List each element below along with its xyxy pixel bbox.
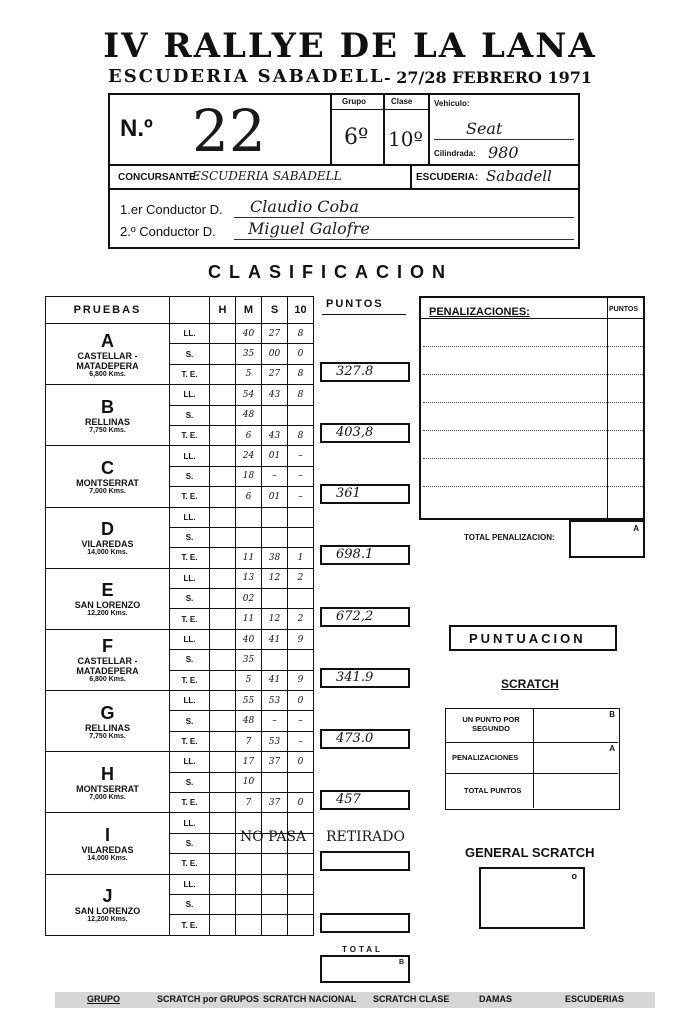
stage-points-box: 361	[320, 484, 410, 504]
stage-name: CASTELLAR - MATADEPERA	[76, 656, 139, 677]
stage-cell	[46, 446, 170, 507]
time-cell	[210, 772, 236, 792]
time-cell: 43	[262, 385, 288, 405]
time-cell	[210, 874, 236, 894]
document-title: IV RALLYE DE LA LANA	[103, 26, 597, 66]
time-cell	[236, 507, 262, 527]
stage-points-box: 327.8	[320, 362, 410, 382]
total-puntos-label: TOTAL PUNTOS	[464, 786, 522, 795]
time-cell: 9	[288, 629, 314, 649]
no-pasa-note: NO PASA	[240, 829, 307, 845]
time-cell: 6	[236, 425, 262, 445]
time-cell: 38	[262, 548, 288, 568]
stage-distance: 6,800 Kms.	[89, 370, 126, 378]
general-scratch-letter: o	[571, 871, 577, 881]
time-cell: 8	[288, 364, 314, 384]
stage-points-box: 672,2	[320, 607, 410, 627]
time-cell: 55	[236, 691, 262, 711]
stage-cell	[46, 752, 170, 813]
col-m: M	[236, 297, 262, 324]
footer-scratch-clase: SCRATCH CLASE	[373, 994, 450, 1004]
col-10: 10	[288, 297, 314, 324]
escuderia-label: ESCUDERIA:	[416, 172, 479, 183]
time-cell: 54	[236, 385, 262, 405]
stage-row	[46, 691, 314, 711]
time-cell	[262, 854, 288, 874]
stage-distance: 6,800 Kms.	[89, 676, 126, 684]
stage-cell	[46, 324, 170, 385]
time-cell	[288, 405, 314, 425]
stage-points-box: 473.0	[320, 729, 410, 749]
total-penalizacion-label: TOTAL PENALIZACION:	[464, 533, 555, 542]
time-cell	[210, 405, 236, 425]
footer-bar	[55, 992, 655, 1008]
grupo-value: 6º	[344, 125, 369, 150]
row-type-label: T. E.	[170, 609, 210, 629]
stage-letter: B	[101, 396, 114, 417]
row-type-label: LL.	[170, 568, 210, 588]
time-cell	[262, 405, 288, 425]
time-cell: 00	[262, 344, 288, 364]
row-type-label: S.	[170, 894, 210, 914]
time-cell	[288, 650, 314, 670]
time-cell: –	[288, 487, 314, 507]
time-cell	[210, 894, 236, 914]
time-cell: 1	[288, 548, 314, 568]
time-cell	[236, 915, 262, 935]
time-cell	[210, 527, 236, 547]
stage-row	[46, 568, 314, 588]
row-type-label: LL.	[170, 507, 210, 527]
row-type-label: S.	[170, 833, 210, 853]
row-type-label: T. E.	[170, 854, 210, 874]
time-cell	[210, 731, 236, 751]
stage-cell	[46, 568, 170, 629]
time-cell: 11	[236, 548, 262, 568]
stage-distance: 7,000 Kms.	[89, 487, 126, 495]
time-cell	[262, 527, 288, 547]
driver1-value: Claudio Coba	[250, 197, 359, 216]
time-cell: 37	[262, 752, 288, 772]
stage-cell	[46, 385, 170, 446]
scratch-box	[445, 708, 620, 810]
stage-name: MONTSERRAT	[76, 783, 139, 794]
row-type-label: T. E.	[170, 487, 210, 507]
stage-points-box	[320, 913, 410, 933]
escuderia-value: Sabadell	[486, 167, 552, 185]
puntuacion-title: PUNTUACION	[469, 631, 586, 646]
row-type-label: S.	[170, 527, 210, 547]
time-cell: 02	[236, 589, 262, 609]
col-puntos: PUNTOS	[326, 298, 384, 310]
time-cell	[210, 344, 236, 364]
stage-distance: 12,200 Kms.	[87, 916, 128, 924]
stage-letter: G	[100, 702, 115, 723]
time-cell: 17	[236, 752, 262, 772]
stage-distance: 7,750 Kms.	[89, 732, 126, 740]
time-cell	[210, 589, 236, 609]
time-cell: –	[288, 711, 314, 731]
time-cell: 6	[236, 487, 262, 507]
stage-letter: F	[102, 636, 113, 657]
time-cell: 48	[236, 711, 262, 731]
time-cell	[210, 670, 236, 690]
row-type-label: T. E.	[170, 731, 210, 751]
col-pruebas: PRUEBAS	[46, 297, 170, 324]
stage-distance: 14,000 Kms.	[87, 549, 128, 557]
stage-name: VILAREDAS	[81, 539, 134, 550]
time-cell	[262, 874, 288, 894]
time-cell	[288, 772, 314, 792]
footer-damas: DAMAS	[479, 994, 512, 1004]
row-type-label: T. E.	[170, 364, 210, 384]
row-type-label: LL.	[170, 813, 210, 833]
row-type-label: T. E.	[170, 792, 210, 812]
time-cell: 8	[288, 385, 314, 405]
time-cell	[288, 915, 314, 935]
grupo-label: Grupo	[342, 97, 366, 106]
stage-row	[46, 874, 314, 894]
time-cell	[210, 507, 236, 527]
time-cell: 18	[236, 466, 262, 486]
time-cell: 01	[262, 446, 288, 466]
time-cell: 40	[236, 629, 262, 649]
stage-row	[46, 629, 314, 649]
time-cell: –	[288, 731, 314, 751]
time-cell: 13	[236, 568, 262, 588]
time-cell: 37	[262, 792, 288, 812]
time-cell	[262, 507, 288, 527]
general-scratch-box	[479, 867, 585, 929]
footer-scratch-nacional: SCRATCH NACIONAL	[263, 994, 357, 1004]
time-cell	[210, 752, 236, 772]
time-cell: 35	[236, 344, 262, 364]
entry-box	[108, 93, 580, 249]
time-cell	[262, 650, 288, 670]
stage-name: MONTSERRAT	[76, 477, 139, 488]
time-cell: –	[288, 466, 314, 486]
row-type-label: S.	[170, 589, 210, 609]
entry-number-label: N.º	[120, 115, 153, 142]
penalizaciones-puntos-label: PUNTOS	[609, 306, 639, 313]
time-cell	[236, 527, 262, 547]
time-cell: 27	[262, 364, 288, 384]
stage-row	[46, 507, 314, 527]
time-cell: 5	[236, 364, 262, 384]
stage-letter: D	[101, 519, 114, 540]
stage-letter: C	[101, 457, 114, 478]
scratch-heading: SCRATCH	[501, 677, 559, 691]
cilindrada-value: 980	[488, 143, 519, 162]
row-type-label: S.	[170, 405, 210, 425]
row-type-label: T. E.	[170, 548, 210, 568]
time-cell	[288, 507, 314, 527]
stage-distance: 7,000 Kms.	[89, 793, 126, 801]
row-type-label: S.	[170, 466, 210, 486]
time-cell	[210, 629, 236, 649]
time-cell: 12	[262, 568, 288, 588]
stage-cell	[46, 874, 170, 935]
time-cell	[210, 609, 236, 629]
stage-cell	[46, 629, 170, 690]
time-cell: 5	[236, 670, 262, 690]
stage-name: RELLINAS	[85, 416, 130, 427]
total-penalizacion-box	[569, 520, 645, 558]
driver1-label: 1.er Conductor D.	[120, 202, 223, 217]
stage-letter: A	[101, 330, 114, 351]
stage-name: SAN LORENZO	[74, 600, 141, 611]
row-type-label: LL.	[170, 874, 210, 894]
penalizaciones-title: PENALIZACIONES:	[429, 306, 530, 318]
time-cell	[210, 854, 236, 874]
time-cell	[288, 854, 314, 874]
time-cell: 12	[262, 609, 288, 629]
row-type-label: T. E.	[170, 425, 210, 445]
stage-points-box: 698.1	[320, 545, 410, 565]
time-cell: –	[262, 466, 288, 486]
time-cell	[210, 792, 236, 812]
time-cell	[210, 568, 236, 588]
time-cell	[262, 894, 288, 914]
stage-letter: E	[101, 580, 114, 601]
row-type-label: S.	[170, 344, 210, 364]
row-type-label: T. E.	[170, 670, 210, 690]
time-cell: 10	[236, 772, 262, 792]
time-cell	[210, 487, 236, 507]
time-cell: 01	[262, 487, 288, 507]
driver2-value: Miguel Galofre	[248, 219, 370, 238]
event-date: - 27/28 FEBRERO 1971	[384, 68, 593, 87]
stage-cell	[46, 813, 170, 874]
row-type-label: S.	[170, 772, 210, 792]
time-cell: 41	[262, 670, 288, 690]
un-punto-letter: B	[609, 710, 615, 719]
stage-name: RELLINAS	[85, 722, 130, 733]
clase-value: 10º	[388, 127, 423, 151]
footer-grupo: GRUPO	[87, 994, 121, 1004]
penalizaciones-score-label: PENALIZACIONES	[452, 753, 519, 762]
time-cell: 24	[236, 446, 262, 466]
time-cell: 0	[288, 691, 314, 711]
row-type-label: T. E.	[170, 915, 210, 935]
col-h: H	[210, 297, 236, 324]
time-cell: 8	[288, 425, 314, 445]
time-cell: 40	[236, 324, 262, 344]
row-type-label: S.	[170, 711, 210, 731]
total-label: TOTAL	[342, 945, 383, 954]
cilindrada-label: Cilindrada:	[434, 149, 476, 158]
time-cell: 7	[236, 792, 262, 812]
stage-letter: H	[101, 763, 114, 784]
time-cell	[210, 548, 236, 568]
vehiculo-value: Seat	[466, 119, 503, 138]
time-cell	[210, 425, 236, 445]
stage-name: SAN LORENZO	[74, 906, 141, 917]
time-cell: 2	[288, 609, 314, 629]
stage-points-box	[320, 851, 410, 871]
time-cell: 35	[236, 650, 262, 670]
stage-row	[46, 752, 314, 772]
time-cell: 0	[288, 792, 314, 812]
time-cell: 27	[262, 324, 288, 344]
stage-row	[46, 385, 314, 405]
driver2-label: 2.º Conductor D.	[120, 224, 216, 239]
row-type-label: LL.	[170, 324, 210, 344]
stage-cell	[46, 691, 170, 752]
time-cell	[236, 894, 262, 914]
puntuacion-title-box	[449, 625, 617, 651]
col-s: S	[262, 297, 288, 324]
stage-points-box: 403,8	[320, 423, 410, 443]
time-cell	[210, 711, 236, 731]
time-cell: 43	[262, 425, 288, 445]
time-cell: –	[288, 446, 314, 466]
stage-letter: I	[104, 824, 110, 845]
time-cell	[262, 772, 288, 792]
general-scratch-heading: GENERAL SCRATCH	[465, 845, 595, 860]
col-blank	[170, 297, 210, 324]
time-cell: 53	[262, 691, 288, 711]
vehiculo-label: Vehiculo:	[434, 99, 470, 108]
concursante-value: ESCUDERIA SABADELL	[192, 169, 342, 183]
time-cell	[210, 691, 236, 711]
time-cell: 0	[288, 752, 314, 772]
time-cell: 11	[236, 609, 262, 629]
stage-name: CASTELLAR - MATADEPERA	[76, 350, 139, 371]
stage-distance: 14,000 Kms.	[87, 854, 128, 862]
time-cell	[236, 874, 262, 894]
time-cell	[236, 854, 262, 874]
time-cell	[210, 650, 236, 670]
time-cell: 9	[288, 670, 314, 690]
stage-points-box: 457	[320, 790, 410, 810]
time-cell	[210, 385, 236, 405]
total-penalizacion-letter: A	[633, 524, 639, 533]
stage-distance: 12,200 Kms.	[87, 610, 128, 618]
row-type-label: LL.	[170, 446, 210, 466]
time-cell: 53	[262, 731, 288, 751]
entry-number-value: 22	[192, 97, 266, 165]
time-cell: 41	[262, 629, 288, 649]
time-cell	[262, 915, 288, 935]
penalizaciones-score-letter: A	[609, 744, 615, 753]
total-box	[320, 955, 410, 983]
concursante-label: CONCURSANTE:	[118, 172, 200, 183]
time-cell	[210, 915, 236, 935]
time-cell	[210, 833, 236, 853]
time-cell	[210, 364, 236, 384]
stage-name: VILAREDAS	[81, 844, 134, 855]
stage-letter: J	[102, 886, 113, 907]
time-cell	[262, 589, 288, 609]
time-cell	[210, 324, 236, 344]
time-cell	[288, 527, 314, 547]
time-cell	[288, 894, 314, 914]
clasificacion-title: CLASIFICACION	[208, 262, 453, 282]
footer-escuderias: ESCUDERIAS	[565, 994, 625, 1004]
footer-scratch-grupos: SCRATCH por GRUPOS	[157, 994, 259, 1004]
time-cell	[210, 466, 236, 486]
stage-distance: 7,750 Kms.	[89, 426, 126, 434]
time-cell: 8	[288, 324, 314, 344]
stage-row	[46, 324, 314, 344]
penalizaciones-box	[419, 296, 645, 520]
time-cell	[288, 874, 314, 894]
stage-cell	[46, 507, 170, 568]
time-cell: 2	[288, 568, 314, 588]
time-cell	[210, 813, 236, 833]
row-type-label: LL.	[170, 691, 210, 711]
row-type-label: LL.	[170, 385, 210, 405]
clase-label: Clase	[391, 97, 413, 106]
time-cell: 7	[236, 731, 262, 751]
time-cell	[210, 446, 236, 466]
un-punto-label: UN PUNTO POR SEGUNDO	[462, 715, 520, 733]
organizer-name: ESCUDERIA SABADELL	[108, 66, 385, 87]
row-type-label: LL.	[170, 752, 210, 772]
retirado-note: RETIRADO	[326, 829, 405, 845]
time-cell: 0	[288, 344, 314, 364]
row-type-label: LL.	[170, 629, 210, 649]
time-cell: –	[262, 711, 288, 731]
time-cell: 48	[236, 405, 262, 425]
row-type-label: S.	[170, 650, 210, 670]
total-letter: B	[398, 959, 404, 966]
time-cell	[288, 589, 314, 609]
stage-points-box: 341.9	[320, 668, 410, 688]
stage-row	[46, 446, 314, 466]
